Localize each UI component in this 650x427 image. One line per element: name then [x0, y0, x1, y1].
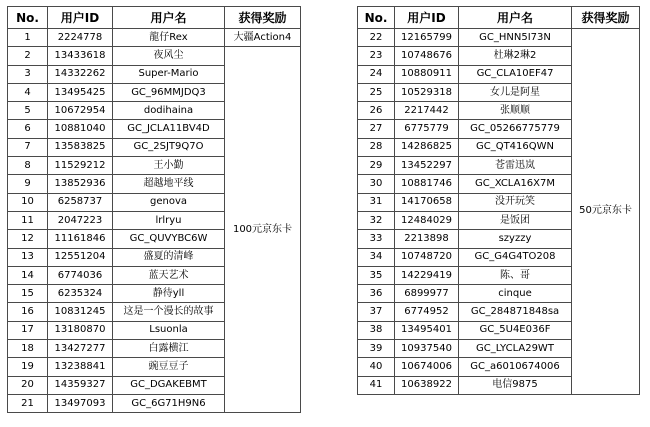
row-username: 这是一个漫长的故事 [113, 303, 225, 321]
row-username: GC_284871848sa [459, 303, 572, 321]
row-no: 1 [8, 29, 48, 47]
row-username: 静待yll [113, 285, 225, 303]
row-username: GC_6G71H9N6 [113, 394, 225, 412]
row-username: GC_JCLA11BV4D [113, 120, 225, 138]
winners-table-left [7, 6, 301, 413]
row-username: GC_CLA10EF47 [459, 65, 572, 83]
row-no: 17 [8, 321, 48, 339]
row-user-id: 6775779 [395, 120, 459, 138]
row-no: 39 [358, 340, 395, 358]
row-no: 23 [358, 47, 395, 65]
row-user-id: 2224778 [48, 29, 113, 47]
row-user-id: 12165799 [395, 29, 459, 47]
row-no: 35 [358, 266, 395, 284]
row-user-id: 13180870 [48, 321, 113, 339]
row-no: 4 [8, 83, 48, 101]
row-no: 2 [8, 47, 48, 65]
row-username: 女儿是阿星 [459, 83, 572, 101]
row-user-id: 6774036 [48, 266, 113, 284]
row-no: 8 [8, 157, 48, 175]
header-no: No. [8, 7, 48, 29]
row-username: cinque [459, 285, 572, 303]
row-user-id: 14170658 [395, 193, 459, 211]
row-user-id: 13452297 [395, 157, 459, 175]
row-no: 9 [8, 175, 48, 193]
row-username: 没开玩笑 [459, 193, 572, 211]
row-user-id: 10831245 [48, 303, 113, 321]
row-user-id: 6774952 [395, 303, 459, 321]
row-no: 31 [358, 193, 395, 211]
row-no: 41 [358, 376, 395, 394]
reward-cell-first: 大疆Action4 [225, 29, 301, 47]
row-user-id: 11161846 [48, 230, 113, 248]
row-user-id: 6258737 [48, 193, 113, 211]
row-username: GC_G4G4TO208 [459, 248, 572, 266]
row-username: 龍仔Rex [113, 29, 225, 47]
row-user-id: 11529212 [48, 157, 113, 175]
row-no: 6 [8, 120, 48, 138]
row-username: lrlryu [113, 211, 225, 229]
row-username: Super-Mario [113, 65, 225, 83]
row-username: genova [113, 193, 225, 211]
row-username: GC_DGAKEBMT [113, 376, 225, 394]
row-username: GC_QT416QWN [459, 138, 572, 156]
row-username: 张顺顺 [459, 102, 572, 120]
row-username: GC_96MMJDQ3 [113, 83, 225, 101]
row-username: 白露横江 [113, 340, 225, 358]
row-username: dodihaina [113, 102, 225, 120]
row-no: 24 [358, 65, 395, 83]
row-user-id: 13238841 [48, 358, 113, 376]
row-no: 32 [358, 211, 395, 229]
row-username: GC_05266775779 [459, 120, 572, 138]
row-no: 38 [358, 321, 395, 339]
row-user-id: 10937540 [395, 340, 459, 358]
row-user-id: 10674006 [395, 358, 459, 376]
row-username: 杜琳2琳2 [459, 47, 572, 65]
row-username: GC_5U4E036F [459, 321, 572, 339]
row-no: 3 [8, 65, 48, 83]
row-user-id: 12551204 [48, 248, 113, 266]
row-user-id: 14332262 [48, 65, 113, 83]
row-no: 7 [8, 138, 48, 156]
row-user-id: 13583825 [48, 138, 113, 156]
row-user-id: 13427277 [48, 340, 113, 358]
header-user-id: 用户ID [395, 7, 459, 29]
row-user-id: 14229419 [395, 266, 459, 284]
row-username: 陈、哥 [459, 266, 572, 284]
row-username: 电信9875 [459, 376, 572, 394]
table-row [358, 29, 640, 47]
header-username: 用户名 [459, 7, 572, 29]
row-no: 40 [358, 358, 395, 376]
row-no: 16 [8, 303, 48, 321]
row-no: 33 [358, 230, 395, 248]
row-username: Lsuonla [113, 321, 225, 339]
row-no: 27 [358, 120, 395, 138]
row-user-id: 6235324 [48, 285, 113, 303]
row-no: 12 [8, 230, 48, 248]
header-no: No. [358, 7, 395, 29]
header-username: 用户名 [113, 7, 225, 29]
row-no: 13 [8, 248, 48, 266]
row-username: GC_HNN5I73N [459, 29, 572, 47]
row-username: 盛夏的清峰 [113, 248, 225, 266]
row-user-id: 2217442 [395, 102, 459, 120]
row-username: szyzzy [459, 230, 572, 248]
row-user-id: 2047223 [48, 211, 113, 229]
row-username: 超越地平线 [113, 175, 225, 193]
row-user-id: 10638922 [395, 376, 459, 394]
winners-table-right [357, 6, 640, 395]
row-no: 34 [358, 248, 395, 266]
row-no: 18 [8, 340, 48, 358]
row-no: 5 [8, 102, 48, 120]
row-username: GC_LYCLA29WT [459, 340, 572, 358]
row-no: 29 [358, 157, 395, 175]
row-user-id: 10672954 [48, 102, 113, 120]
row-user-id: 10881746 [395, 175, 459, 193]
row-username: 王小勤 [113, 157, 225, 175]
row-user-id: 6899977 [395, 285, 459, 303]
row-username: GC_2SJT9Q7O [113, 138, 225, 156]
header-reward: 获得奖励 [225, 7, 301, 29]
reward-cell-merged: 50元京东卡 [572, 29, 640, 395]
row-username: 豌豆豆子 [113, 358, 225, 376]
row-no: 26 [358, 102, 395, 120]
row-no: 30 [358, 175, 395, 193]
row-user-id: 10880911 [395, 65, 459, 83]
row-no: 25 [358, 83, 395, 101]
table-header-row [8, 7, 301, 29]
row-username: 苍雷迅岚 [459, 157, 572, 175]
row-user-id: 10748676 [395, 47, 459, 65]
row-user-id: 13495425 [48, 83, 113, 101]
row-username: GC_a6010674006 [459, 358, 572, 376]
row-user-id: 10748720 [395, 248, 459, 266]
row-no: 10 [8, 193, 48, 211]
row-username: GC_XCLA16X7M [459, 175, 572, 193]
row-no: 19 [8, 358, 48, 376]
row-username: 蓝天艺术 [113, 266, 225, 284]
row-username: 是饭团 [459, 211, 572, 229]
row-no: 11 [8, 211, 48, 229]
row-no: 21 [8, 394, 48, 412]
row-no: 36 [358, 285, 395, 303]
row-no: 14 [8, 266, 48, 284]
row-no: 15 [8, 285, 48, 303]
row-user-id: 14359327 [48, 376, 113, 394]
row-user-id: 14286825 [395, 138, 459, 156]
row-user-id: 12484029 [395, 211, 459, 229]
row-user-id: 10881040 [48, 120, 113, 138]
row-username: GC_QUVYBC6W [113, 230, 225, 248]
row-user-id: 2213898 [395, 230, 459, 248]
row-no: 22 [358, 29, 395, 47]
table-header-row [358, 7, 640, 29]
reward-cell-merged: 100元京东卡 [225, 47, 301, 413]
row-user-id: 13433618 [48, 47, 113, 65]
row-no: 28 [358, 138, 395, 156]
row-user-id: 13495401 [395, 321, 459, 339]
table-row [8, 29, 301, 47]
header-reward: 获得奖励 [572, 7, 640, 29]
row-no: 20 [8, 376, 48, 394]
row-username: 夜风尘 [113, 47, 225, 65]
row-user-id: 13497093 [48, 394, 113, 412]
table-row [8, 47, 301, 65]
header-user-id: 用户ID [48, 7, 113, 29]
row-no: 37 [358, 303, 395, 321]
row-user-id: 13852936 [48, 175, 113, 193]
row-user-id: 10529318 [395, 83, 459, 101]
